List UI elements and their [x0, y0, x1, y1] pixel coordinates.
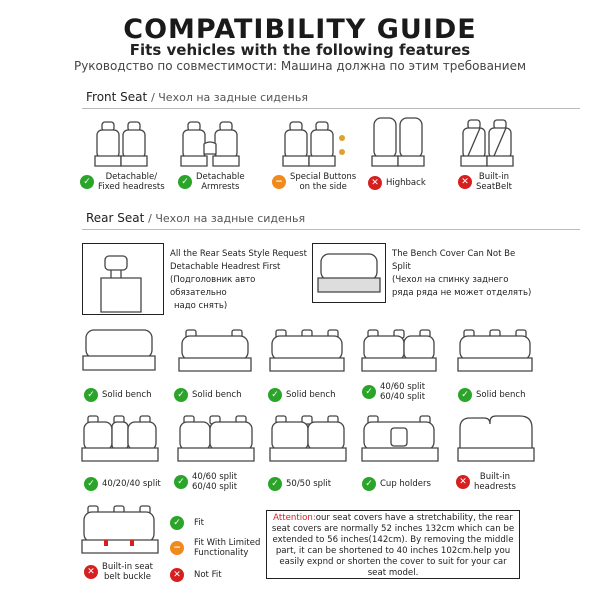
rear-row2-item-5-line2: headrests — [474, 482, 516, 492]
bench-note-image-box — [312, 243, 386, 303]
headrest-note-line4: надо снять) — [174, 301, 228, 311]
bench-note-line4: ряда ряда не может отделять) — [392, 288, 532, 298]
rear-seat-section-label — [86, 211, 305, 225]
front-item-4-line1: Highback — [386, 178, 426, 188]
headrest-note-line1: All the Rear Seats Style Request — [170, 249, 307, 259]
front-item-3 — [272, 172, 356, 192]
rear-row2-item-4 — [362, 477, 431, 491]
fit-icon: ✓ — [362, 477, 376, 491]
rear-row2-item-5-line1: Built-in — [479, 472, 511, 482]
front-item-2-line2: Armrests — [201, 182, 240, 192]
headrest-image — [83, 244, 163, 314]
legend-not-fit — [170, 568, 222, 582]
fit-icon: ✓ — [362, 385, 376, 399]
bench-note-line2: Split — [392, 262, 411, 272]
front-seat-highback-image — [370, 112, 430, 172]
rear-row2-item-3 — [268, 477, 331, 491]
rear-row1-item-3-label: Solid bench — [286, 390, 336, 400]
front-item-1-line1: Detachable/ — [105, 172, 158, 182]
fit-icon: ✓ — [268, 477, 282, 491]
headrest-note-text — [170, 248, 310, 313]
fit-icon: ✓ — [80, 175, 94, 189]
front-seat-section-label — [86, 90, 308, 104]
rear-row2-item-1 — [84, 477, 161, 491]
front-seat-armrest-image — [180, 112, 250, 172]
rear-row2-item-2 — [174, 472, 237, 492]
rear-row1-item-5 — [458, 388, 526, 402]
not-fit-icon: ✕ — [368, 176, 382, 190]
legend-fit-label: Fit — [194, 518, 204, 528]
rear-seat-solid-bench-headrest-image — [176, 326, 256, 378]
rear-row1-item-3 — [268, 388, 336, 402]
rear-row1-item-2-label: Solid bench — [192, 390, 242, 400]
legend-limited-line1: Fit With Limited — [194, 538, 261, 548]
rear-row1-item-4-line1: 40/60 split — [380, 382, 426, 392]
rear-seat-builtin-belt-buckle-image — [80, 502, 160, 560]
front-item-5-line2: SeatBelt — [476, 182, 512, 192]
legend-not-fit-label: Not Fit — [194, 570, 222, 580]
bench-note-line1: The Bench Cover Can Not Be — [392, 249, 516, 259]
fit-icon: ✓ — [170, 516, 184, 530]
rear-row2-item-3-label: 50/50 split — [286, 479, 332, 489]
rear-seat-solid-bench-contoured-image — [456, 326, 536, 378]
front-item-1 — [80, 172, 165, 192]
fit-icon: ✓ — [174, 388, 188, 402]
front-item-3-line1: Special Buttons — [290, 172, 357, 182]
bench-image — [313, 244, 385, 302]
fit-icon: ✓ — [84, 388, 98, 402]
page-subtitle: Fits vehicles with the following features — [129, 41, 471, 59]
front-seat-builtin-belt-image — [458, 112, 528, 172]
fit-icon: ✓ — [84, 477, 98, 491]
fit-icon: ✓ — [268, 388, 282, 402]
bench-note-text — [392, 248, 532, 300]
front-item-3-line2: on the side — [299, 182, 347, 192]
rear-seat-label-ru: / Чехол на задные сиденья — [148, 212, 306, 225]
front-item-4 — [368, 176, 426, 190]
rear-seat-solid-bench-image — [80, 326, 160, 378]
rear-row2-item-4-label: Cup holders — [380, 479, 431, 489]
rear-seat-split-image — [360, 326, 440, 378]
front-seat-detachable-headrest-image — [92, 112, 162, 172]
legend-fit — [170, 516, 204, 530]
front-section-divider — [82, 108, 580, 109]
rear-row2-item-2-line1: 40/60 split — [192, 472, 238, 482]
rear-row3-item-1-line1: Built-in seat — [102, 562, 153, 572]
rear-row1-item-4-line2: 60/40 split — [380, 392, 426, 402]
not-fit-icon: ✕ — [458, 175, 472, 189]
fit-icon: ✓ — [178, 175, 192, 189]
legend-limited — [170, 538, 260, 558]
rear-seat-40-60-split-image — [176, 412, 256, 468]
bench-note-line3: (Чехол на спинку заднего — [392, 275, 509, 285]
rear-row1-item-2 — [174, 388, 242, 402]
rear-seat-label: Rear Seat — [86, 211, 145, 225]
front-item-5-line1: Built-in — [478, 172, 509, 182]
rear-seat-solid-bench-three-headrests-image — [268, 326, 348, 378]
attention-prefix: Attention: — [273, 513, 316, 523]
rear-section-divider — [82, 229, 580, 230]
front-item-2-line1: Detachable — [196, 172, 245, 182]
front-item-5 — [458, 172, 512, 192]
rear-row2-item-1-label: 40/20/40 split — [102, 479, 161, 489]
page-title: COMPATIBILITY GUIDE — [123, 14, 477, 45]
front-seat-label: Front Seat — [86, 90, 148, 104]
rear-row1-item-5-label: Solid bench — [476, 390, 526, 400]
front-item-2 — [178, 172, 245, 192]
attention-text: our seat covers have a stretchability, the rear seat covers are normally 52 inches 132cm which can be extended to 56 inches(142cm). By removing the middle part, it can be shortened to 40 inches 102cm.help you easily expnd or shorten the cover to suit for your car seat model. — [271, 513, 515, 578]
front-seat-special-buttons-image — [280, 112, 355, 172]
rear-seat-builtin-headrests-image — [456, 412, 536, 468]
rear-row2-item-5 — [456, 472, 516, 492]
legend-limited-line2: Functionality — [194, 548, 249, 558]
fit-icon: ✓ — [174, 475, 188, 489]
rear-row3-item-1-line2: belt buckle — [104, 572, 151, 582]
not-fit-icon: ✕ — [84, 565, 98, 579]
front-item-1-line2: Fixed headrests — [98, 182, 165, 192]
front-seat-label-ru: / Чехол на задные сиденья — [151, 91, 308, 104]
headrest-note-line2: Detachable Headrest First — [170, 262, 281, 272]
not-fit-icon: ✕ — [170, 568, 184, 582]
rear-row2-item-2-line2: 60/40 split — [192, 482, 238, 492]
rear-row1-item-1 — [84, 388, 152, 402]
rear-seat-40-20-40-image — [80, 412, 160, 468]
rear-seat-cup-holders-image — [360, 412, 440, 468]
headrest-note-image-box — [82, 243, 164, 315]
limited-fit-icon: − — [272, 175, 286, 189]
rear-seat-50-50-split-image — [268, 412, 348, 468]
rear-row3-item-1 — [84, 562, 153, 582]
fit-icon: ✓ — [458, 388, 472, 402]
headrest-note-line3: (Подголовник авто обязательно — [170, 275, 256, 298]
page-subtitle-ru: Руководство по совместимости: Машина должна по этим требованием — [73, 59, 527, 73]
limited-fit-icon: − — [170, 541, 184, 555]
attention-box — [266, 510, 520, 579]
rear-row1-item-1-label: Solid bench — [102, 390, 152, 400]
not-fit-icon: ✕ — [456, 475, 470, 489]
rear-row1-item-4 — [362, 382, 425, 402]
